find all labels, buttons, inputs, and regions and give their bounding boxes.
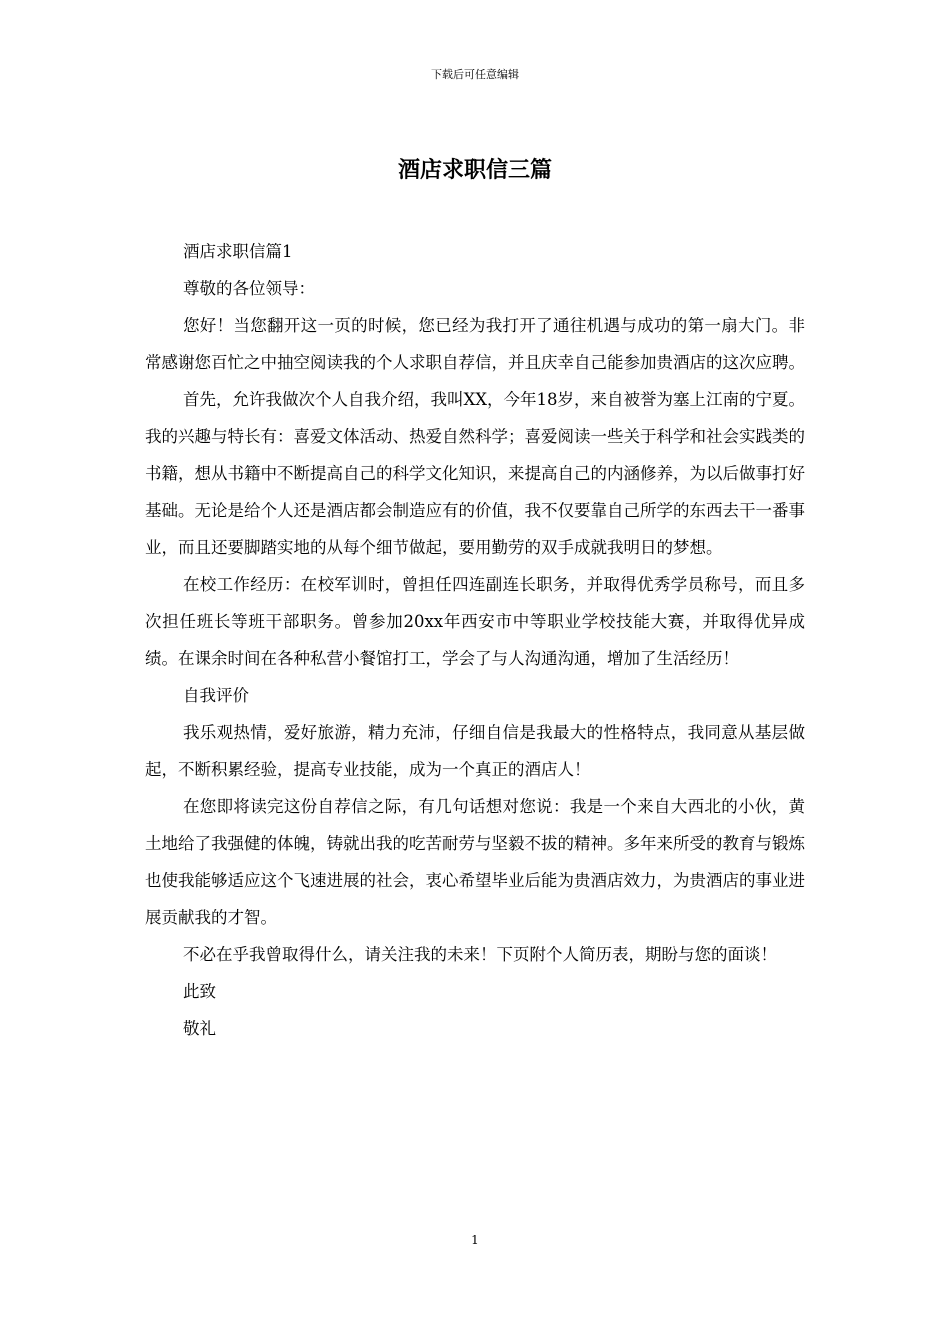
paragraph-introduction: 首先，允许我做次个人自我介绍，我叫XX，今年18岁，来自被誉为塞上江南的宁夏。我的兴趣与特长有：喜爱文体活动、热爱自然科学；喜爱阅读一些关于科学和社会实践类的书籍，想从书籍中不断提高自己的科学文化知识，来提高自己的内涵修养，为以后做事打好基础。无论是给个人还是酒店都会制造应有的价值，我不仅要靠自己所学的东西去干一番事业，而且还要脚踏实地的从每个细节做起，要用勤劳的双手成就我明日的梦想。	[145, 390, 805, 557]
paragraph-closing-words: 在您即将读完这份自荐信之际，有几句话想对您说：我是一个来自大西北的小伙，黄土地给了我强健的体魄，铸就出我的吃苦耐劳与坚毅不拔的精神。多年来所受的教育与锻炼也使我能够适应这个飞速进展的社会，衷心希望毕业后能为贵酒店效力，为贵酒店的事业进展贡献我的才智。	[145, 797, 805, 927]
paragraph-greeting: 您好！当您翻开这一页的时候，您已经为我打开了通往机遇与成功的第一扇大门。非常感谢您百忙之中抽空阅读我的个人求职自荐信，并且庆幸自己能参加贵酒店的这次应聘。	[145, 316, 805, 372]
paragraph-section-heading: 酒店求职信篇1	[182, 242, 293, 261]
paragraph-self-evaluation-heading: 自我评价	[182, 686, 249, 705]
paragraph-future: 不必在乎我曾取得什么，请关注我的未来！下页附个人简历表，期盼与您的面谈！	[182, 945, 777, 964]
document-body	[145, 233, 805, 1047]
page-number: 1	[471, 1233, 479, 1247]
paragraph-salutation: 尊敬的各位领导：	[182, 279, 315, 298]
document-title: 酒店求职信三篇	[397, 157, 552, 183]
paragraph-cizhi: 此致	[182, 982, 216, 1001]
paragraph-jingli: 敬礼	[182, 1019, 216, 1038]
paragraph-school-experience: 在校工作经历：在校军训时，曾担任四连副连长职务，并取得优秀学员称号，而且多次担任班长等班干部职务。曾参加20xx年西安市中等职业学校技能大赛，并取得优异成绩。在课余时间在各种私营小餐馆打工，学会了与人沟通沟通，增加了生活经历！	[145, 575, 805, 668]
paragraph-self-evaluation: 我乐观热情，爱好旅游，精力充沛，仔细自信是我最大的性格特点，我同意从基层做起，不断积累经验，提高专业技能，成为一个真正的酒店人！	[145, 723, 805, 779]
header-note: 下载后可任意编辑	[431, 68, 519, 81]
